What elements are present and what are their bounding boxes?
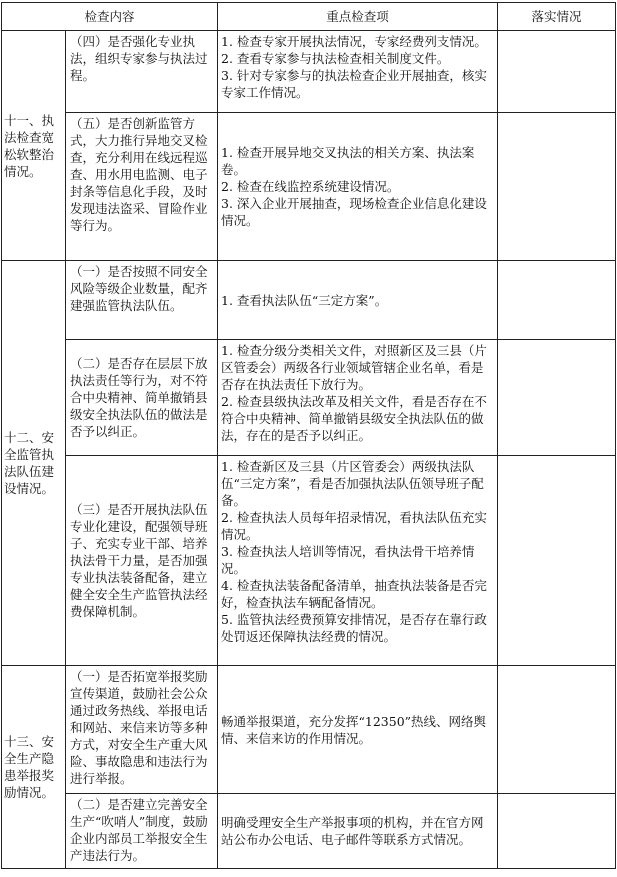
key-items-cell	[218, 340, 498, 456]
key-items-cell	[218, 666, 498, 794]
inspection-table	[1, 2, 616, 869]
key-item: 3. 深入企业开展抽查，现场检查企业信息化建设情况。	[221, 196, 487, 228]
content-cell: （四）是否强化专业执法，组织专家参与执法过程。	[66, 31, 218, 113]
key-item: 1. 检查分级分类相关文件，对照新区及三县（片区管委会）两级各行业领域管辖企业名单，看是否存在执法责任下放行为。	[221, 343, 487, 392]
content-cell: （五）是否创新监管方式，大力推行异地交叉检查，充分利用在线远程巡查、用水用电监测、电子封条等信息化手段，及时发现违法盗采、冒险作业等行为。	[66, 113, 218, 261]
key-item: 3. 针对专家参与的执法检查企业开展抽查，核实专家工作情况。	[221, 68, 487, 100]
table-row	[2, 456, 616, 666]
status-cell	[498, 261, 616, 340]
key-item: 2. 检查在线监控系统建设情况。	[221, 179, 400, 194]
key-item: 1. 检查新区及三县（片区管委会）两级执法队伍“三定方案”，看是否加强执法队伍领导班子配备。	[221, 459, 484, 508]
table-row	[2, 113, 616, 261]
status-cell	[498, 31, 616, 113]
table-row	[2, 340, 616, 456]
status-cell	[498, 666, 616, 794]
status-cell	[498, 340, 616, 456]
key-item: 2. 检查执法人员每年招录情况，看执法队伍充实情况。	[221, 510, 487, 542]
key-item: 3. 检查执法人培训等情况，看执法骨干培养情况。	[221, 544, 475, 576]
content-cell: （三）是否开展执法队伍专业化建设，配强领导班子、充实专业干部、培养执法骨干力量，是否加强专业执法装备配备，建立健全安全生产监管执法经费保障机制。	[66, 456, 218, 666]
category-cell: 十一、执法检查宽松软整治情况。	[2, 31, 66, 261]
header-key-items: 重点检查项	[218, 3, 498, 31]
key-item: 1. 检查专家开展执法情况，专家经费列支情况。	[221, 34, 487, 49]
table-row	[2, 666, 616, 794]
key-item: 2. 查看专家参与执法检查相关制度文件。	[221, 51, 450, 66]
status-cell	[498, 113, 616, 261]
key-item: 2. 检查县级执法改革及相关文件，看是否存在不符合中央精神、简单撤销县级安全执法队伍的做法，存在的是否予以纠正。	[221, 394, 487, 443]
key-item: 1. 检查开展异地交叉执法的相关方案、执法案卷。	[221, 145, 475, 177]
content-cell: （二）是否建立完善安全生产“吹哨人”制度，鼓励企业内部员工举报安全生产违法行为。	[66, 794, 218, 869]
key-items-cell	[218, 261, 498, 340]
content-cell: （一）是否拓宽举报奖励宣传渠道，鼓励社会公众通过政务热线、举报电话和网站、来信来访等多种方式，对安全生产重大风险、事故隐患和违法行为进行举报。	[66, 666, 218, 794]
status-cell	[498, 794, 616, 869]
key-item: 明确受理安全生产举报事项的机构，并在官方网站公布办公电话、电子邮件等联系方式情况。	[221, 815, 484, 847]
table-row	[2, 794, 616, 869]
category-cell: 十二、安全监管执法队伍建设情况。	[2, 261, 66, 666]
key-item: 4. 检查执法装备配备清单，抽查执法装备是否完好，检查执法车辆配备情况。	[221, 578, 487, 610]
content-cell: （二）是否存在层层下放执法责任等行为，对不符合中央精神、简单撤销县级安全执法队伍的做法是否予以纠正。	[66, 340, 218, 456]
table-header-row	[2, 3, 616, 31]
key-items-cell	[218, 794, 498, 869]
table-row	[2, 261, 616, 340]
header-content: 检查内容	[2, 3, 218, 31]
key-items-cell	[218, 31, 498, 113]
key-item: 5. 监管执法经费预算安排情况，是否存在靠行政处罚返还保障执法经费的情况。	[221, 612, 487, 644]
content-cell: （一）是否按照不同安全风险等级企业数量，配齐建强监管执法队伍。	[66, 261, 218, 340]
key-item: 畅通举报渠道，充分发挥“12350”热线、网络舆情、来信来访的作用情况。	[221, 713, 487, 746]
key-item: 1. 查看执法队伍“三定方案”。	[221, 292, 388, 308]
header-implementation: 落实情况	[498, 3, 616, 31]
key-items-cell	[218, 113, 498, 261]
category-cell: 十三、安全生产隐患举报奖励情况。	[2, 666, 66, 869]
status-cell	[498, 456, 616, 666]
table-row	[2, 31, 616, 113]
key-items-cell	[218, 456, 498, 666]
